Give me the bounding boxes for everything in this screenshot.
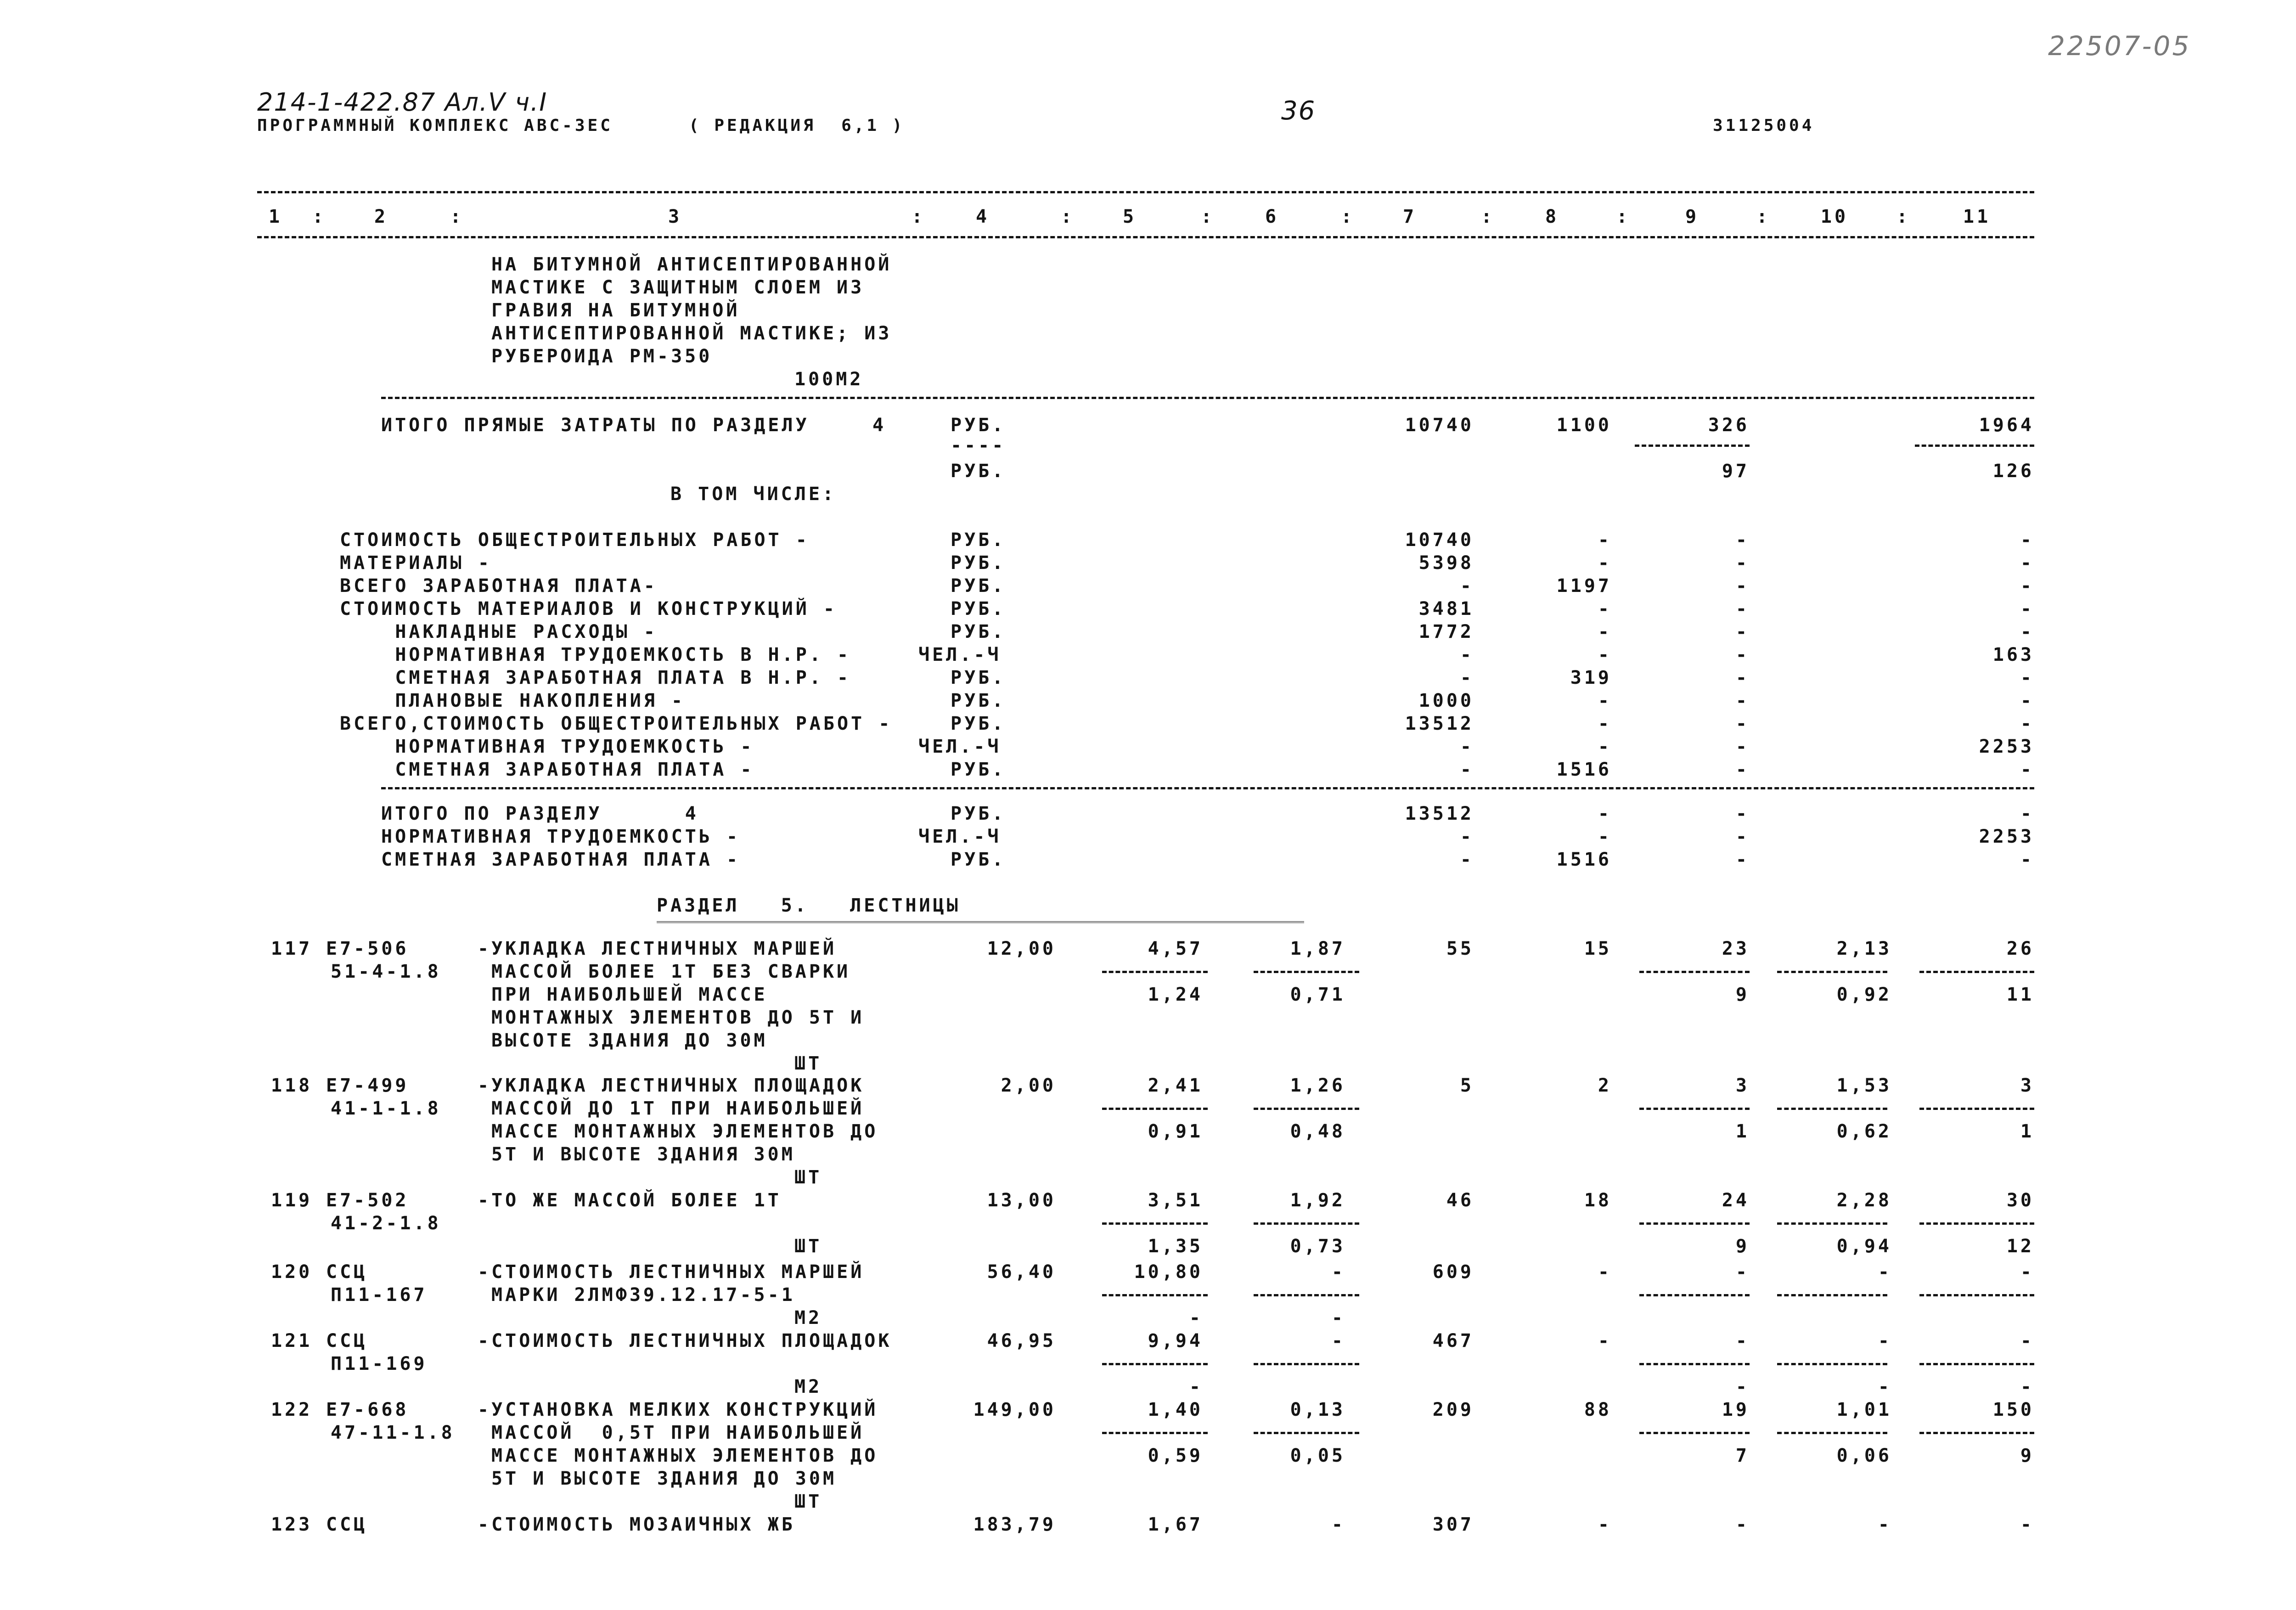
value-c8: -: [1598, 621, 1612, 642]
total-direct-label: ИТОГО ПРЯМЫЕ ЗАТРАТЫ ПО РАЗДЕЛУ: [381, 415, 810, 436]
value-c8: 1516: [1556, 849, 1612, 870]
document-page: 22507-05 214-1-422.87 Ал.V ч.I ПРОГРАММНЫЙ КОМПЛЕКС АВС-ЗЕС ( РЕДАКЦИЯ 6,1 ) 36 31125004 1 : 2 : 3 : 4 : 5 : 6 : 7 : 8 : 9 : 10 : 11 НА БИТУМНОЙ АНТИСЕПТИРОВАННОЙ МАСТИКЕ С ЗАЩИТНЫМ СЛОЕМ ИЗ ГРАВИЯ НА БИТУМНОЙ АНТИСЕПТИРОВАННОЙ МАСТИКЕ; ИЗ РУБЕРОИДА РМ-350 100М2 ИТОГО ПРЯМЫЕ ЗАТРАТЫ ПО РАЗДЕЛУ 4 РУБ. 10740 1100 326 1964 ---- РУБ. 97 126 В ТОМ ЧИСЛЕ: СТОИМОСТЬ ОБЩЕСТРОИТЕЛЬНЫХ РАБОТ - РУБ. 10740 - - - МАТЕРИАЛЫ - РУБ. 5398 - - - ВСЕГО ЗАРАБОТНАЯ ПЛАТА- РУБ. - 1197 - - СТОИМОСТЬ МАТЕРИАЛОВ И КОНСТРУКЦИЙ - РУБ. 3481 - - - НАКЛАДНЫЕ РАСХОДЫ - РУБ. 1772 - - - НОРМАТИВНАЯ ТРУДОЕМКОСТЬ В Н.Р. - ЧЕЛ.-Ч - - - 163 СМЕТНАЯ ЗАРАБОТНАЯ ПЛАТА В Н.Р. - РУБ. - 319 - - ПЛАНОВЫЕ НАКОПЛЕНИЯ - РУБ. 1000 - - - ВСЕГО,СТОИМОСТЬ ОБЩЕСТРОИТЕЛЬНЫХ РАБОТ - РУБ. 13512 - - - НОРМАТИВНАЯ ТРУДОЕМКОСТЬ - ЧЕЛ.-Ч - - - 2253 СМЕТНАЯ ЗАРАБОТНАЯ ПЛАТА - РУБ. - 1516 - - ИТОГО ПО РАЗДЕЛУ 4 РУБ. 13512 - - - НОРМАТИВНАЯ ТРУДОЕМКОСТЬ - ЧЕЛ.-Ч - - - 2253 СМЕТНАЯ ЗАРАБОТНАЯ ПЛАТА - РУБ. - 1516 - - РАЗДЕЛ 5. ЛЕСТНИЦЫ 117 Е7-506 51-4-1.8 -УКЛАДКА ЛЕСТНИЧНЫХ МАРШЕЙ МАССОЙ БОЛЕЕ 1Т БЕЗ СВАРКИ ПРИ НАИБОЛЬШЕЙ МАССЕ МОНТАЖНЫХ ЭЛЕМЕНТОВ ДО 5Т И ВЫСОТЕ ЗДАНИЯ ДО 30М 12,00 4,57 1,87 55 15 23 2,13 26 1,24 0,71 9 0,92 11 ШТ 118 Е7-499 41-1-1.8 -УКЛАДКА ЛЕСТНИЧНЫХ ПЛОЩАДОК МАССОЙ ДО 1Т ПРИ НАИБОЛЬШЕЙ МАССЕ МОНТАЖНЫХ ЭЛЕМЕНТОВ ДО 5Т И ВЫСОТЕ ЗДАНИЯ 30М 2,00 2,41 1,26 5 2 3 1,53 3 0,91 0,48 1 0,62 1 ШТ 119 Е7-502 41-2-1.8 -ТО ЖЕ МАССОЙ БОЛЕЕ 1Т 13,00 3,51 1,92 46 18 24 2,28 30 1,35 0,73 9 0,94 12 ШТ 120 ССЦ П11-167 -СТОИМОСТЬ ЛЕСТНИЧНЫХ МАРШЕЙ МАРКИ 2ЛМФ39.12.17-5-1 56,40 10,80 - 609 - - - - - - М2 121 ССЦ П11-169 -СТОИМОСТЬ ЛЕСТНИЧНЫХ ПЛОЩАДОК 46,95 9,94 - 467 - - - - - - - - М2 122 Е7-668 47-11-1.8 -УСТАНОВКА МЕЛКИХ КОНСТРУКЦИЙ МАССОЙ 0,5Т ПРИ НАИБОЛЬШЕЙ МАССЕ МОНТАЖНЫХ ЭЛЕМЕНТОВ ДО 5Т И ВЫСОТЕ ЗДАНИЯ ДО 30М 149,00 1,40 0,13 209 88 19 1,01 150 0,59 0,05 7 0,06 9 ШТ 123 ССЦ -СТОИМОСТЬ МОЗАИЧНЫХ ЖБ 183,79 1,67 - 307 - - - -: [257, 30, 2191, 1535]
value-c10: 2,28: [1836, 1190, 1892, 1211]
total-value: 10740: [1405, 415, 1474, 436]
value-c8: 319: [1570, 667, 1612, 688]
cell-rule: [1639, 1222, 1750, 1225]
value-c8: -: [1598, 644, 1612, 665]
value-c11: -: [2020, 575, 2034, 597]
value-c9: 9: [1735, 984, 1750, 1005]
value-c9: 24: [1722, 1190, 1750, 1211]
item-description: 5Т И ВЫСОТЕ ЗДАНИЯ ДО 30М: [491, 1468, 837, 1489]
total-value: 97: [1722, 461, 1750, 482]
breakdown-label: ВСЕГО ЗАРАБОТНАЯ ПЛАТА-: [340, 575, 658, 597]
cell-rule: [1777, 1108, 1887, 1110]
value-c8: -: [1598, 736, 1612, 757]
section-total-label: СМЕТНАЯ ЗАРАБОТНАЯ ПЛАТА -: [381, 849, 741, 870]
col-header: 10: [1820, 206, 1849, 227]
item-number: 123: [271, 1514, 313, 1535]
value-c5: 2,41: [1148, 1075, 1203, 1096]
value-c11: -: [2020, 598, 2034, 619]
section-total-label: ИТОГО ПО РАЗДЕЛУ 4: [381, 803, 699, 824]
cell-rule: [1102, 1108, 1208, 1110]
item-number: 118: [271, 1075, 313, 1096]
cell-rule: [1919, 1363, 2034, 1365]
item-code: Е7-668: [326, 1399, 409, 1420]
breakdown-label: НОРМАТИВНАЯ ТРУДОЕМКОСТЬ В Н.Р. -: [340, 644, 851, 665]
value-c10: -: [1878, 1261, 1892, 1283]
value-c11: 30: [2006, 1190, 2034, 1211]
value-c7: -: [1460, 667, 1474, 688]
item-number: 121: [271, 1330, 313, 1351]
value-c9: -: [1735, 1376, 1750, 1397]
value-c10: 0,92: [1836, 984, 1892, 1005]
document-code-number: 31125004: [1713, 116, 1815, 135]
value-c7: 5398: [1418, 552, 1474, 574]
item-description: -СТОИМОСТЬ ЛЕСТНИЧНЫХ МАРШЕЙ: [478, 1261, 865, 1283]
cell-rule: [1254, 1222, 1359, 1225]
value-c6: 0,48: [1290, 1121, 1345, 1142]
total-value: 1964: [1979, 415, 2034, 436]
cell-rule: [1919, 1222, 2034, 1225]
col-header: 8: [1545, 206, 1559, 227]
value-c11: -: [2020, 1514, 2034, 1535]
value-c6: 1,87: [1290, 938, 1345, 959]
value-c7: 209: [1432, 1399, 1474, 1420]
value-c4: 149,00: [973, 1399, 1056, 1420]
section-total-label: НОРМАТИВНАЯ ТРУДОЕМКОСТЬ -: [381, 826, 741, 847]
value-c8: -: [1598, 690, 1612, 711]
value-c7: 307: [1432, 1514, 1474, 1535]
col-header: 2: [374, 206, 388, 227]
including-label: В ТОМ ЧИСЛЕ:: [670, 484, 836, 505]
item-code: Е7-502: [326, 1190, 409, 1211]
value-c5: 10,80: [1134, 1261, 1203, 1283]
value-c6: 0,13: [1290, 1399, 1345, 1420]
cell-rule: [1639, 1432, 1750, 1434]
value-c10: 1,53: [1836, 1075, 1892, 1096]
total-value: 126: [1992, 461, 2034, 482]
unit-label: М2: [794, 1307, 822, 1329]
description-line: АНТИСЕПТИРОВАННОЙ МАСТИКЕ; ИЗ: [491, 323, 892, 344]
value-c6: -: [1331, 1307, 1345, 1329]
item-subcode: П11-167: [331, 1284, 428, 1306]
rule-subtotal: [381, 397, 2034, 399]
unit-label: РУБ.: [951, 598, 1006, 619]
value-c10: 0,62: [1836, 1121, 1892, 1142]
cell-rule: [1639, 1363, 1750, 1365]
value-c4: 2,00: [1001, 1075, 1056, 1096]
cell-rule: [1102, 1363, 1208, 1365]
unit-label: 100М2: [794, 369, 864, 390]
value-c5: 0,91: [1148, 1121, 1203, 1142]
value-c9: -: [1735, 1330, 1750, 1351]
item-number: 122: [271, 1399, 313, 1420]
value-c7: 1000: [1418, 690, 1474, 711]
value-c11: 26: [2006, 938, 2034, 959]
value-c11: -: [2020, 621, 2034, 642]
item-subcode: 41-2-1.8: [331, 1213, 441, 1234]
value-c11: -: [2020, 759, 2034, 780]
value-c6: 0,71: [1290, 984, 1345, 1005]
unit-label: ЧЕЛ.-Ч: [918, 644, 1002, 665]
cell-rule: [1919, 1108, 2034, 1110]
value-c8: -: [1598, 529, 1612, 551]
value-c6: -: [1331, 1261, 1345, 1283]
item-subcode: П11-169: [331, 1353, 428, 1374]
value-c9: -: [1735, 575, 1750, 597]
value-c11: -: [2020, 1330, 2034, 1351]
value-c5: 1,67: [1148, 1514, 1203, 1535]
value-c10: -: [1878, 1514, 1892, 1535]
value-c11: 163: [1992, 644, 2034, 665]
value-c8: 1197: [1556, 575, 1612, 597]
value-c9: 23: [1722, 938, 1750, 959]
unit-label: ШТ: [794, 1236, 822, 1257]
value-c7: -: [1460, 849, 1474, 870]
item-description: МАССОЙ ДО 1Т ПРИ НАИБОЛЬШЕЙ: [491, 1098, 865, 1119]
unit-label: РУБ.: [951, 690, 1006, 711]
total-value: 326: [1708, 415, 1750, 436]
value-c5: 3,51: [1148, 1190, 1203, 1211]
unit-label: РУБ.: [951, 575, 1006, 597]
description-line: НА БИТУМНОЙ АНТИСЕПТИРОВАННОЙ: [491, 254, 892, 275]
value-c9: -: [1735, 598, 1750, 619]
value-c11: 9: [2020, 1445, 2034, 1466]
unit-label: РУБ.: [951, 667, 1006, 688]
breakdown-label: НОРМАТИВНАЯ ТРУДОЕМКОСТЬ -: [340, 736, 754, 757]
value-c7: 5: [1460, 1075, 1474, 1096]
value-c7: -: [1460, 736, 1474, 757]
item-subcode: 47-11-1.8: [331, 1422, 455, 1443]
unit-label: РУБ.: [951, 713, 1006, 734]
value-c9: -: [1735, 826, 1750, 847]
value-c5: -: [1189, 1307, 1203, 1329]
value-c5: 1,40: [1148, 1399, 1203, 1420]
value-c11: -: [2020, 849, 2034, 870]
item-number: 119: [271, 1190, 313, 1211]
value-c10: -: [1878, 1330, 1892, 1351]
breakdown-label: СТОИМОСТЬ МАТЕРИАЛОВ И КОНСТРУКЦИЙ -: [340, 598, 837, 619]
value-c5: 4,57: [1148, 938, 1203, 959]
col-header: 9: [1685, 206, 1699, 227]
value-c5: 1,35: [1148, 1236, 1203, 1257]
value-c6: -: [1331, 1330, 1345, 1351]
value-c4: 46,95: [987, 1330, 1056, 1351]
value-c9: -: [1735, 644, 1750, 665]
item-description: -ТО ЖЕ МАССОЙ БОЛЕЕ 1Т: [478, 1190, 782, 1211]
value-c8: 15: [1584, 938, 1612, 959]
breakdown-label: МАТЕРИАЛЫ -: [340, 552, 492, 574]
cell-rule: [1254, 971, 1359, 973]
total-direct-section: 4: [872, 415, 887, 436]
item-description: -СТОИМОСТЬ МОЗАИЧНЫХ ЖБ: [478, 1514, 795, 1535]
value-c9: -: [1735, 736, 1750, 757]
value-c8: 88: [1584, 1399, 1612, 1420]
unit-label: ШТ: [794, 1167, 822, 1188]
cell-rule: [1102, 971, 1208, 973]
unit-label: ЧЕЛ.-Ч: [918, 826, 1002, 847]
program-name: ПРОГРАММНЫЙ КОМПЛЕКС АВС-ЗЕС: [257, 116, 613, 135]
item-description: -УКЛАДКА ЛЕСТНИЧНЫХ МАРШЕЙ: [478, 938, 837, 959]
cell-rule: [1919, 1294, 2034, 1296]
item-description: МАССОЙ 0,5Т ПРИ НАИБОЛЬШЕЙ: [491, 1422, 865, 1443]
page-number: 36: [1281, 96, 1316, 126]
value-c8: -: [1598, 803, 1612, 824]
item-description: МАССЕ МОНТАЖНЫХ ЭЛЕМЕНТОВ ДО: [491, 1121, 878, 1142]
value-c7: -: [1460, 759, 1474, 780]
item-subcode: 51-4-1.8: [331, 961, 441, 982]
value-c5: -: [1189, 1376, 1203, 1397]
value-c7: 46: [1446, 1190, 1474, 1211]
value-c7: 467: [1432, 1330, 1474, 1351]
cell-rule: [1102, 1432, 1208, 1434]
cell-rule: [1102, 1222, 1208, 1225]
breakdown-label: НАКЛАДНЫЕ РАСХОДЫ -: [340, 621, 658, 642]
value-c10: 0,94: [1836, 1236, 1892, 1257]
cell-rule: [1254, 1363, 1359, 1365]
item-number: 120: [271, 1261, 313, 1283]
item-code: Е7-506: [326, 938, 409, 959]
cell-rule: [1254, 1432, 1359, 1434]
value-c9: -: [1735, 1261, 1750, 1283]
col-header: 6: [1265, 206, 1279, 227]
unit-label: РУБ.: [951, 621, 1006, 642]
value-c8: -: [1598, 826, 1612, 847]
item-description: МАРКИ 2ЛМФ39.12.17-5-1: [491, 1284, 795, 1306]
value-c8: 1516: [1556, 759, 1612, 780]
cell-rule: [1639, 1108, 1750, 1110]
value-c7: 55: [1446, 938, 1474, 959]
value-c9: 7: [1735, 1445, 1750, 1466]
section-title: РАЗДЕЛ 5. ЛЕСТНИЦЫ: [657, 895, 961, 916]
item-code: ССЦ: [326, 1261, 368, 1283]
item-description: ВЫСОТЕ ЗДАНИЯ ДО 30М: [491, 1030, 768, 1051]
value-c9: -: [1735, 803, 1750, 824]
unit-label: РУБ.: [951, 529, 1006, 551]
value-c4: 56,40: [987, 1261, 1056, 1283]
value-c9: -: [1735, 759, 1750, 780]
cell-rule: [1254, 1108, 1359, 1110]
description-line: РУБЕРОИДА РМ-350: [491, 346, 713, 367]
program-edition: ( РЕДАКЦИЯ 6,1 ): [689, 116, 905, 135]
value-c9: -: [1735, 529, 1750, 551]
cell-rule: [1639, 1294, 1750, 1296]
unit-label: ЧЕЛ.-Ч: [918, 736, 1002, 757]
value-c10: 2,13: [1836, 938, 1892, 959]
breakdown-label: ВСЕГО,СТОИМОСТЬ ОБЩЕСТРОИТЕЛЬНЫХ РАБОТ -: [340, 713, 893, 734]
value-c11: 2253: [1979, 826, 2034, 847]
section-title-underline: [657, 921, 1304, 923]
value-c6: 0,05: [1290, 1445, 1345, 1466]
value-c11: -: [2020, 803, 2034, 824]
value-c11: 150: [1992, 1399, 2034, 1420]
col-header: 11: [1963, 206, 1991, 227]
cell-rule: [1639, 971, 1750, 973]
unit-label: ШТ: [794, 1053, 822, 1074]
value-c8: 2: [1598, 1075, 1612, 1096]
value-c6: -: [1331, 1514, 1345, 1535]
value-c8: -: [1598, 1261, 1612, 1283]
rule-header-bottom: [257, 236, 2034, 238]
value-c7: -: [1460, 575, 1474, 597]
document-code: 214-1-422.87 Ал.V ч.I: [257, 88, 548, 117]
value-c11: -: [2020, 1376, 2034, 1397]
value-c11: -: [2020, 667, 2034, 688]
value-c8: -: [1598, 713, 1612, 734]
value-c7: 1772: [1418, 621, 1474, 642]
breakdown-label: СМЕТНАЯ ЗАРАБОТНАЯ ПЛАТА В Н.Р. -: [340, 667, 851, 688]
value-c9: -: [1735, 713, 1750, 734]
value-c11: -: [2020, 1261, 2034, 1283]
cell-rule: [1777, 971, 1887, 973]
rule-top: [257, 191, 2034, 193]
cell-rule: [1254, 1294, 1359, 1296]
value-c4: 13,00: [987, 1190, 1056, 1211]
unit-label: РУБ.: [951, 552, 1006, 574]
cell-rule: [1777, 1432, 1887, 1434]
value-c5: 9,94: [1148, 1330, 1203, 1351]
value-c9: -: [1735, 849, 1750, 870]
value-c7: 13512: [1405, 713, 1474, 734]
unit-label: РУБ.: [951, 461, 1006, 482]
value-c11: 11: [2006, 984, 2034, 1005]
item-code: ССЦ: [326, 1330, 368, 1351]
value-c8: -: [1598, 1330, 1612, 1351]
value-c8: -: [1598, 1514, 1612, 1535]
item-description: 5Т И ВЫСОТЕ ЗДАНИЯ 30М: [491, 1144, 795, 1165]
value-c9: -: [1735, 690, 1750, 711]
unit-label: РУБ.: [951, 803, 1006, 824]
item-description: МАССЕ МОНТАЖНЫХ ЭЛЕМЕНТОВ ДО: [491, 1445, 878, 1466]
unit-label: РУБ.: [951, 759, 1006, 780]
value-c11: 3: [2020, 1075, 2034, 1096]
value-c11: -: [2020, 690, 2034, 711]
value-c10: 1,01: [1836, 1399, 1892, 1420]
item-description: МАССОЙ БОЛЕЕ 1Т БЕЗ СВАРКИ: [491, 961, 851, 982]
cell-rule: [1777, 1363, 1887, 1365]
rule-section-total: [381, 787, 2034, 789]
item-code: Е7-499: [326, 1075, 409, 1096]
unit-label: ШТ: [794, 1491, 822, 1512]
unit-label: РУБ.: [951, 415, 1006, 436]
item-description: -УСТАНОВКА МЕЛКИХ КОНСТРУКЦИЙ: [478, 1399, 878, 1420]
value-c11: -: [2020, 552, 2034, 574]
corner-archive-number: 22507-05: [2048, 30, 2191, 62]
item-subcode: 41-1-1.8: [331, 1098, 441, 1119]
value-c9: -: [1735, 552, 1750, 574]
item-description: -СТОИМОСТЬ ЛЕСТНИЧНЫХ ПЛОЩАДОК: [478, 1330, 892, 1351]
value-c6: 0,73: [1290, 1236, 1345, 1257]
value-c9: -: [1735, 1514, 1750, 1535]
dash-marker: ----: [951, 435, 1006, 456]
total-value: 1100: [1556, 415, 1612, 436]
value-c7: 13512: [1405, 803, 1474, 824]
col-header: 4: [975, 206, 990, 227]
value-c7: 10740: [1405, 529, 1474, 551]
breakdown-label: ПЛАНОВЫЕ НАКОПЛЕНИЯ -: [340, 690, 686, 711]
value-c9: 9: [1735, 1236, 1750, 1257]
value-c7: 3481: [1418, 598, 1474, 619]
cell-rule: [1919, 1432, 2034, 1434]
value-c10: 0,06: [1836, 1445, 1892, 1466]
item-description: -УКЛАДКА ЛЕСТНИЧНЫХ ПЛОЩАДОК: [478, 1075, 865, 1096]
value-c9: 1: [1735, 1121, 1750, 1142]
description-line: МАСТИКЕ С ЗАЩИТНЫМ СЛОЕМ ИЗ: [491, 277, 865, 298]
value-c7: 609: [1432, 1261, 1474, 1283]
value-c9: 3: [1735, 1075, 1750, 1096]
item-description: ПРИ НАИБОЛЬШЕЙ МАССЕ: [491, 984, 768, 1005]
value-c6: 1,92: [1290, 1190, 1345, 1211]
value-c7: -: [1460, 826, 1474, 847]
value-c9: -: [1735, 621, 1750, 642]
value-c7: -: [1460, 644, 1474, 665]
unit-label: РУБ.: [951, 849, 1006, 870]
value-c4: 12,00: [987, 938, 1056, 959]
cell-rule: [1102, 1294, 1208, 1296]
value-c4: 183,79: [973, 1514, 1056, 1535]
item-number: 117: [271, 938, 313, 959]
value-c11: -: [2020, 529, 2034, 551]
unit-label: М2: [794, 1376, 822, 1397]
value-c6: 1,26: [1290, 1075, 1345, 1096]
value-c8: -: [1598, 598, 1612, 619]
col-header: 3: [668, 206, 682, 227]
value-c11: 1: [2020, 1121, 2034, 1142]
value-c11: 12: [2006, 1236, 2034, 1257]
value-c8: 18: [1584, 1190, 1612, 1211]
value-c11: -: [2020, 713, 2034, 734]
value-c9: -: [1735, 667, 1750, 688]
breakdown-label: СТОИМОСТЬ ОБЩЕСТРОИТЕЛЬНЫХ РАБОТ -: [340, 529, 810, 551]
item-description: МОНТАЖНЫХ ЭЛЕМЕНТОВ ДО 5Т И: [491, 1007, 865, 1028]
value-c10: -: [1878, 1376, 1892, 1397]
value-c11: 2253: [1979, 736, 2034, 757]
breakdown-label: СМЕТНАЯ ЗАРАБОТНАЯ ПЛАТА -: [340, 759, 754, 780]
cell-rule: [1777, 1222, 1887, 1225]
value-c8: -: [1598, 552, 1612, 574]
value-c5: 1,24: [1148, 984, 1203, 1005]
col-header: 1: [268, 206, 283, 227]
description-line: ГРАВИЯ НА БИТУМНОЙ: [491, 300, 740, 321]
value-c5: 0,59: [1148, 1445, 1203, 1466]
col-header: 7: [1402, 206, 1417, 227]
item-code: ССЦ: [326, 1514, 368, 1535]
value-c9: 19: [1722, 1399, 1750, 1420]
cell-rule: [1777, 1294, 1887, 1296]
cell-rule: [1919, 971, 2034, 973]
col-header: 5: [1122, 206, 1137, 227]
